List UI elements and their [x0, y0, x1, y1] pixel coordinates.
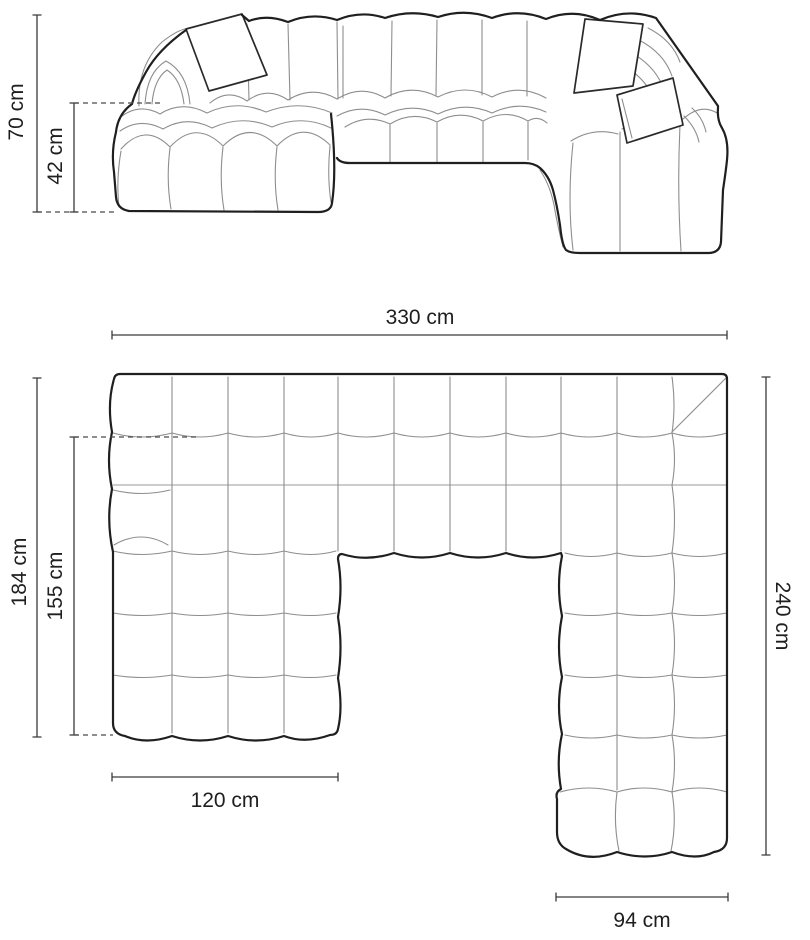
- front-height-label: 70 cm: [5, 83, 28, 141]
- seat-height-label: 42 cm: [44, 127, 67, 185]
- right-depth-label: 240 cm: [771, 581, 794, 651]
- right-upper-pillow: [574, 19, 643, 93]
- left-chaise-width-label: 120 cm: [190, 789, 260, 812]
- total-width-label: 330 cm: [385, 306, 455, 329]
- right-chaise-width-label: 94 cm: [613, 909, 671, 932]
- left-inner-depth-label: 155 cm: [44, 551, 67, 621]
- left-depth-label: 184 cm: [8, 537, 31, 607]
